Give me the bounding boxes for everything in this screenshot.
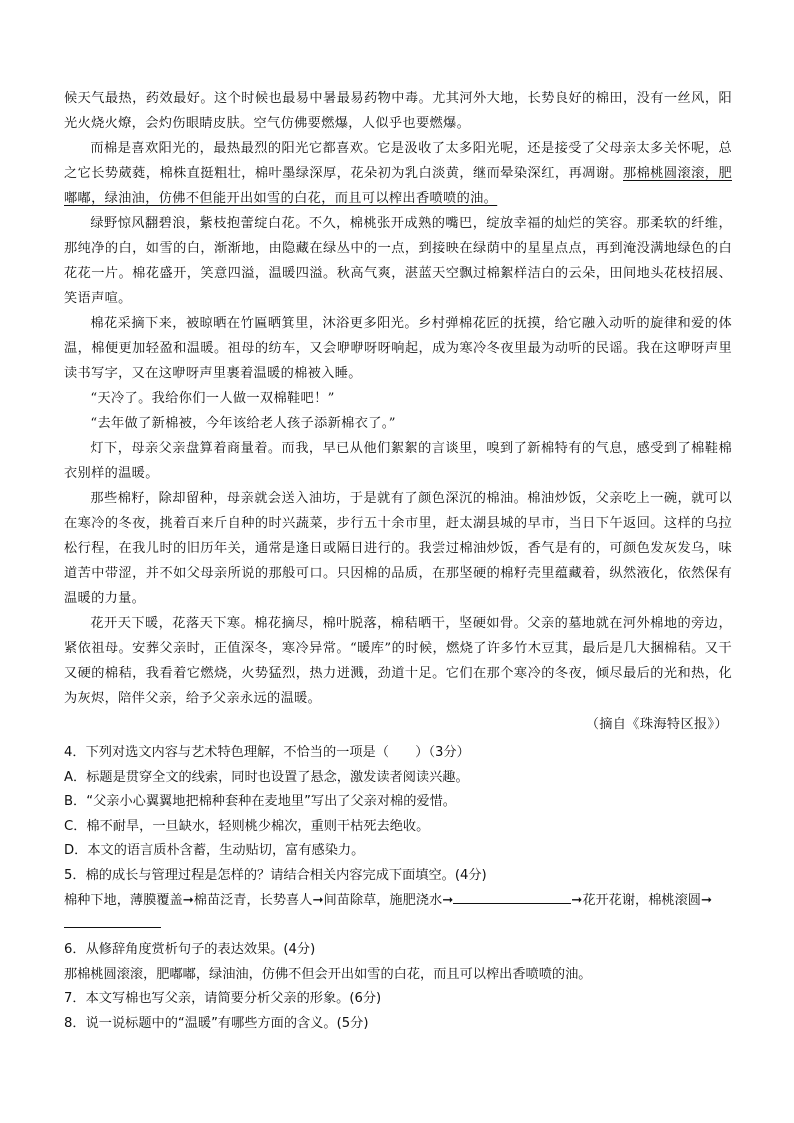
question-4: 4．下列对选文内容与艺术特色理解，不恰当的一项是（ ）（3分） [64,745,470,760]
answer-blank-1[interactable] [453,889,571,904]
source-citation: （摘自《珠海特区报》） [585,717,728,732]
arrow-icon: ➞ [182,892,194,908]
question-8: 8．说一说标题中的“温暖”有哪些方面的含义。(5分) [64,1015,369,1031]
passage-paragraph-2-text: 而棉是喜欢阳光的，最热最烈的阳光它都喜欢。它是汲收了太多阳光呢，还是接受了父母亲太多关怀呢，总之它长势葳蕤，棉株直挺粗壮，棉叶墨绿深厚，花朵初为乳白淡黄，继而晕染深红，再凋谢。 [64,141,732,181]
question-4-option-d: D．本文的语言质朴含蓄，生动贴切，富有感染力。 [64,843,365,859]
exam-page [64,86,732,1037]
question-6-sentence: 那棉桃圆滚滚，肥嘟嘟，绿油油，仿佛不但会开出如雪的白花，而且可以榨出香喷喷的油。 [64,966,592,982]
dialogue-line-2: “去年做了新棉被，今年该给老人孩子添新棉衣了。” [90,416,396,431]
dialogue-line-1: “天冷了。我给你们一人做一双棉鞋吧！” [90,391,335,406]
q5-step-1: 棉种下地，薄膜覆盖 [64,892,183,908]
reading-passage [64,86,732,711]
q5-step-3: 间苗除草，施肥浇水 [323,892,443,908]
passage-paragraph-4: 棉花采摘下来，被晾晒在竹匾晒箕里，沐浴更多阳光。乡村弹棉花匠的抚摸，给它融入动听的旋律和爱的体温，棉便更加轻盈和温暖。祖母的纺车，又会咿咿呀呀响起，成为寒冷冬夜里最为动听的民谣。我在这咿呀声里读书写字，又在这咿呀声里裹着温暖的棉被入睡。 [64,316,732,381]
question-5: 5．棉的成长与管理过程是怎样的？请结合相关内容完成下面填空。(4分) [64,867,487,883]
question-4-option-a: A．标题是贯穿全文的线索，同时也设置了悬念，激发读者阅读兴趣。 [64,769,469,785]
arrow-icon: ➞ [571,892,583,908]
passage-paragraph-7: 花开天下暖，花落天下寒。棉花摘尽，棉叶脱落，棉秸晒干，坚硬如骨。父亲的墓地就在河外棉地的旁边，紧依祖母。安葬父亲时，正值深冬，寒冷异常。“暖库”的时候，燃烧了许多竹木豆萁，最后是几大捆棉秸。又干又硬的棉秸，我看着它燃烧，火势猛烈，热力迸溅，劲道十足。它们在那个寒冷的冬夜，倾尽最后的光和热，化为灰烬，陪伴父亲，给予父亲永远的温暖。 [64,616,732,706]
question-5-fill-line [64,889,732,914]
arrow-icon: ➞ [701,892,713,908]
passage-paragraph-3: 绿野惊风翻碧浪，紫枝抱蕾绽白花。不久，棉桃张开成熟的嘴巴，绽放幸福的灿烂的笑容。那柔软的纤维，那纯净的白，如雪的白，渐渐地，由隐藏在绿丛中的一点，到接映在绿荫中的星星点点，再到淹没满地绿色的白花花一片。棉花盛开，笑意四溢，温暖四溢。秋高气爽，湛蓝天空飘过棉絮样洁白的云朵，田间地头花枝招展、笑语声喧。 [64,216,732,306]
question-4-option-c: C．棉不耐旱，一旦缺水，轻则桃少棉次，重则干枯死去绝收。 [64,818,430,834]
answer-blank-2[interactable] [64,913,161,928]
passage-paragraph-6: 那些棉籽，除却留种，母亲就会送入油坊，于是就有了颜色深沉的棉油。棉油炒饭，父亲吃上一碗，就可以在寒冷的冬夜，挑着百来斤自种的时兴蔬菜，步行五十余市里，赶太湖县城的早市，当日下午返回。这样的乌拉松行程，在我儿时的旧历年关，通常是逢日或隔日进行的。我尝过棉油炒饭，香气是有的，可颜色发灰发乌，味道苦中带涩，并不如父母亲所说的那般可口。只因棉的品质，在那坚硬的棉籽壳里蕴藏着，纵然液化，依然保有温暖的力量。 [64,491,732,606]
questions-section [64,741,732,1037]
passage-paragraph-2 [64,136,732,211]
question-7: 7．本文写棉也写父亲，请简要分析父亲的形象。(6分) [64,991,382,1007]
question-6: 6．从修辞角度赏析句子的表达效果。(4分) [64,942,316,958]
passage-paragraph-1: 候天气最热，药效最好。这个时候也最易中暑最易药物中毒。尤其河外大地，长势良好的棉田，没有一丝风，阳光火烧火燎，会灼伤眼睛皮肤。空气仿佛要燃爆，人似乎也要燃爆。 [64,91,732,131]
q5-step-2: 棉苗泛青，长势喜人 [193,892,313,908]
arrow-icon: ➞ [442,892,454,908]
question-4-option-b: B．“父亲小心翼翼地把棉种套种在麦地里”写出了父亲对棉的爱惜。 [64,794,456,810]
q5-step-4: 花开花谢，棉桃滚圆 [582,892,701,908]
underlined-sentence: 那棉桃圆滚滚，肥嘟嘟，绿油油，仿佛不但能开出如雪的白花，而且可以榨出香喷喷的油。 [64,166,732,206]
passage-paragraph-5: 灯下，母亲父亲盘算着商量着。而我，早已从他们絮絮的言谈里，嗅到了新棉特有的气息，感受到了棉鞋棉衣别样的温暖。 [64,441,732,481]
arrow-icon: ➞ [312,892,324,908]
